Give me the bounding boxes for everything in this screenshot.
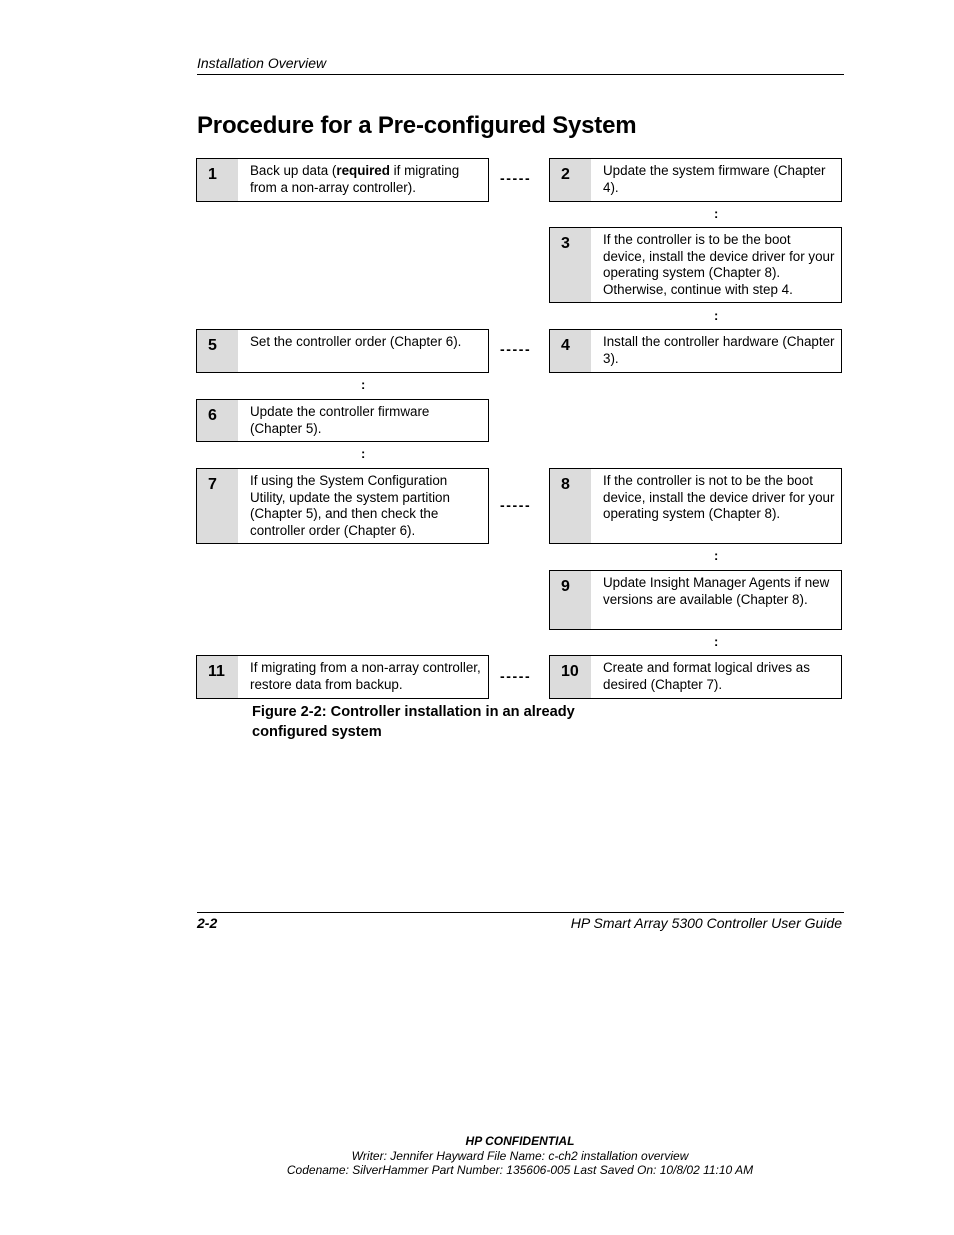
confidential-line-writer: Writer: Jennifer Hayward File Name: c-ch2 installation overview (351, 1149, 689, 1163)
dash-connector: ----- (500, 170, 532, 186)
step-box-4 (549, 329, 842, 373)
step-box-10 (549, 655, 842, 699)
dash-connector: ----- (500, 668, 532, 684)
step-number: 7 (197, 469, 238, 543)
step-box-9 (549, 570, 842, 630)
step-text: If the controller is to be the boot device, install the device driver for your operating system (Chapter 8). Otherwise, continue with step 4. (603, 232, 835, 297)
dash-connector: ----- (500, 497, 532, 513)
footer-rule (197, 912, 844, 913)
step-text: Install the controller hardware (Chapter 3). (603, 334, 835, 366)
step-box-1 (196, 158, 489, 202)
colon-connector: : (714, 634, 719, 649)
step-box-11 (196, 655, 489, 699)
step-text: If the controller is not to be the boot device, install the device driver for your operating system (Chapter 8). (603, 473, 835, 521)
page-title: Procedure for a Pre-configured System (197, 112, 637, 139)
running-header: Installation Overview (197, 55, 327, 71)
figure-caption: Figure 2-2: Controller installation in an already configured system (252, 704, 575, 740)
step-text: If using the System Configuration Utility, update the system partition (Chapter 5), and then check the controller order (Chapter 6). (250, 473, 450, 538)
step-box-5 (196, 329, 489, 373)
step-box-3 (549, 227, 842, 303)
step-number: 6 (197, 400, 238, 441)
colon-connector: : (714, 548, 719, 563)
step-number: 9 (550, 571, 591, 629)
step-text-pre: Back up data ( (250, 163, 337, 178)
step-text: Update the system firmware (Chapter 4). (603, 163, 826, 195)
colon-connector: : (361, 377, 366, 392)
dash-connector: ----- (500, 341, 532, 357)
step-number: 4 (550, 330, 591, 372)
colon-connector: : (361, 446, 366, 461)
page-number: 2-2 (197, 915, 218, 931)
confidential-line-codename: Codename: SilverHammer Part Number: 135606-005 Last Saved On: 10/8/02 11:10 AM (286, 1163, 754, 1177)
colon-connector: : (714, 308, 719, 323)
step-text: If migrating from a non-array controller, restore data from backup. (250, 660, 481, 692)
step-text: Set the controller order (Chapter 6). (250, 334, 462, 349)
confidential-title: HP CONFIDENTIAL (465, 1134, 575, 1148)
colon-connector: : (714, 206, 719, 221)
step-number: 3 (550, 228, 591, 302)
header-rule (197, 74, 844, 75)
step-text: Create and format logical drives as desired (Chapter 7). (603, 660, 810, 692)
step-box-2 (549, 158, 842, 202)
step-box-8 (549, 468, 842, 544)
step-text (238, 159, 488, 201)
step-number: 5 (197, 330, 238, 372)
guide-title: HP Smart Array 5300 Controller User Guide (570, 915, 842, 931)
step-box-6 (196, 399, 489, 442)
step-text-post: if migrating from a non-array controller). (250, 163, 460, 195)
step-text: Update the controller firmware (Chapter 5). (250, 404, 430, 436)
step-number: 1 (197, 159, 238, 201)
step-number: 8 (550, 469, 591, 543)
step-text: Update Insight Manager Agents if new versions are available (Chapter 8). (603, 575, 830, 607)
step-number: 11 (197, 656, 238, 698)
step-number: 10 (550, 656, 591, 698)
step-box-7 (196, 468, 489, 544)
step-number: 2 (550, 159, 591, 201)
step-text-bold: required (336, 163, 390, 178)
